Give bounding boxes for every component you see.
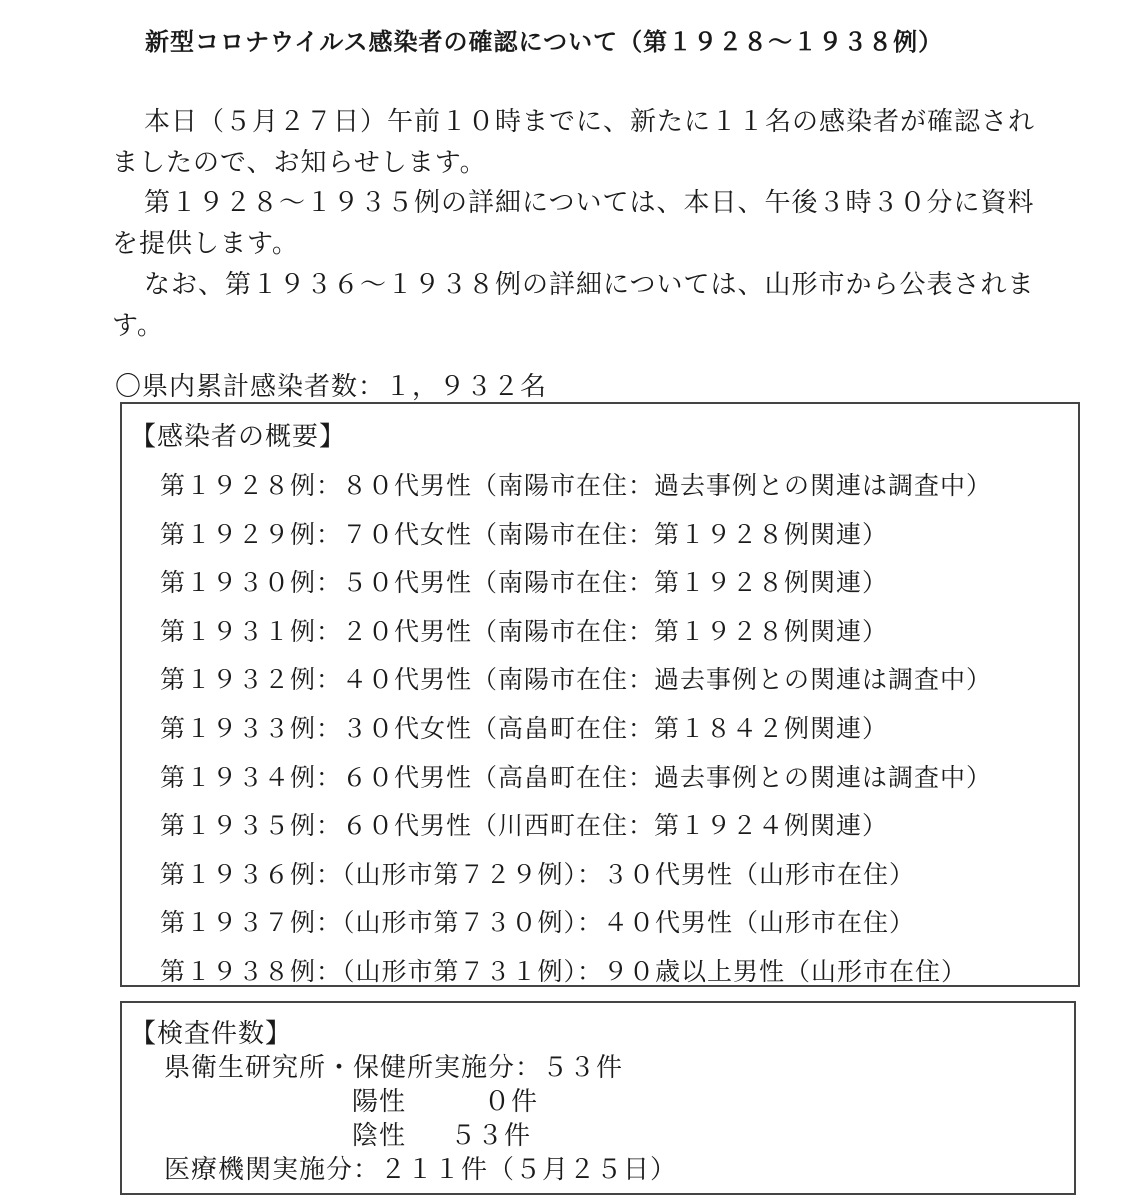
case-item: 第１９３４例：６０代男性（高畠町在住：過去事例との関連は調査中） [160,762,993,792]
cumulative-count: 〇県内累計感染者数：１，９３２名 [115,372,548,402]
positive-row [352,1081,538,1118]
document-title: 新型コロナウイルス感染者の確認について（第１９２８～１９３８例） [145,28,944,56]
negative-value: ５３件 [450,1121,532,1151]
tests-box [120,1001,1076,1195]
tests-heading: 【検査件数】 [130,1019,293,1049]
paragraph-details-text: 第１９２８～１９３５例の詳細については、本日、午後３時３０分に資料を提供します。 [112,188,1035,259]
negative-row [352,1115,531,1152]
paragraph-announcement [112,102,1052,184]
paragraph-yamagata [112,265,1052,347]
case-list [160,462,992,997]
case-item: 第１９３７例：（山形市第７３０例）：４０代男性（山形市在住） [160,908,916,938]
case-item: 第１９２８例：８０代男性（南陽市在住：過去事例との関連は調査中） [160,471,993,500]
paragraph-details [112,183,1052,265]
case-item: 第１９３５例：６０代男性（川西町在住：第１９２４例関連） [160,811,889,841]
case-item: 第１９３２例：４０代男性（南陽市在住：過去事例との関連は調査中） [160,665,993,695]
cases-box [120,402,1080,987]
positive-value: ０件 [484,1087,539,1117]
prefectural-tests: 県衛生研究所・保健所実施分：５３件 [164,1053,624,1083]
cases-heading: 【感染者の概要】 [130,422,347,452]
case-item: 第１９３６例：（山形市第７２９例）：３０代男性（山形市在住） [160,859,916,889]
paragraph-yamagata-text: なお、第１９３６～１９３８例の詳細については、山形市から公表されます。 [112,270,1035,341]
case-item: 第１９３１例：２０代男性（南陽市在住：第１９２８例関連） [160,616,889,646]
case-item: 第１９３８例：（山形市第７３１例）：９０歳以上男性（山形市在住） [160,956,968,986]
medical-tests: 医療機関実施分：２１１件（５月２５日） [164,1155,678,1185]
negative-label: 陰性 [352,1121,407,1151]
paragraph-announcement-text: 本日（５月２７日）午前１０時までに、新たに１１名の感染者が確認されましたので、お知らせします。 [112,107,1036,178]
case-item: 第１９３３例：３０代女性（高畠町在住：第１８４２例関連） [160,713,889,743]
positive-label: 陽性 [352,1087,407,1117]
case-item: 第１９２９例：７０代女性（南陽市在住：第１９２８例関連） [160,519,889,549]
case-item: 第１９３０例：５０代男性（南陽市在住：第１９２８例関連） [160,568,889,598]
